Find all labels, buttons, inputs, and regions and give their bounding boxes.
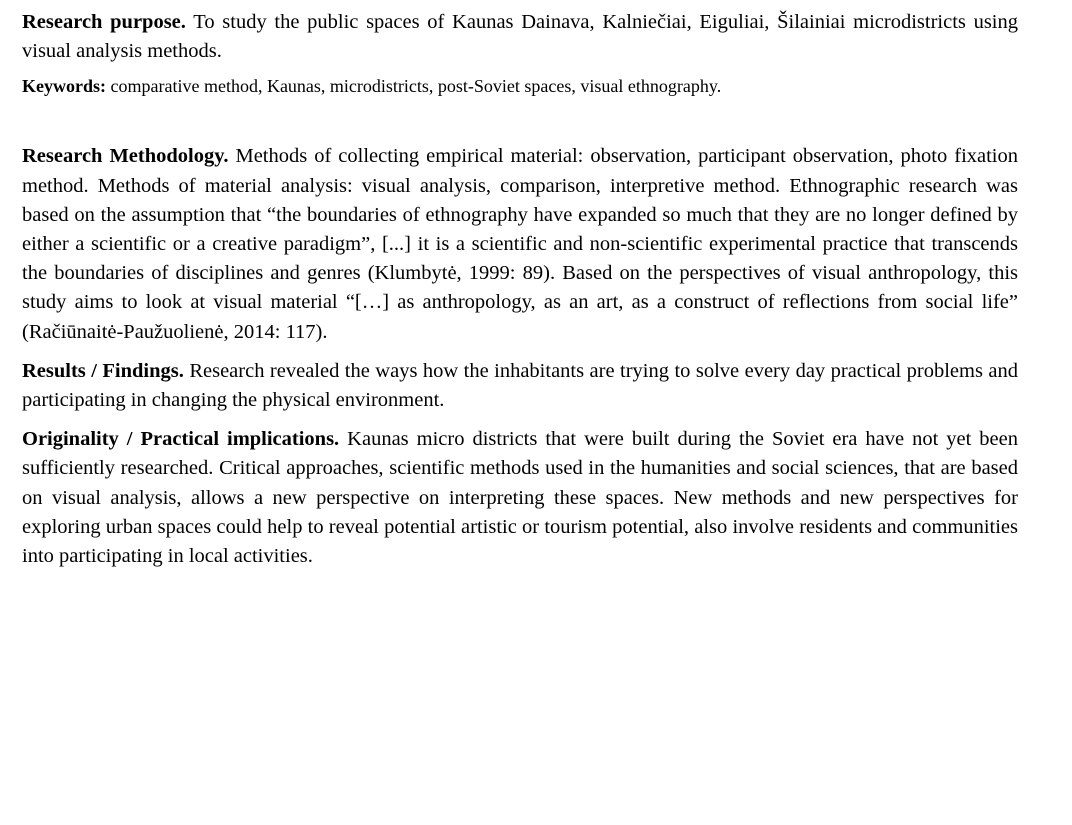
research-purpose-text: To study the public spaces of Kaunas Dainava, Kalniečiai, Eiguliai, Šilainiai microdistricts using visual analysis methods.: [22, 11, 1018, 63]
research-methodology-paragraph: [22, 142, 1018, 346]
research-methodology-heading: Research Methodology.: [22, 145, 229, 168]
research-methodology-text: Methods of collecting empirical material: observation, participant observation, photo fixation method. Methods of material analysis: visual analysis, comparison, interpretive method. Ethnographic research was based on the assumption that “the boundaries of ethnography have expanded so much that they are no longer defined by either a scientific or a creative paradigm”, [...] it is a scientific and non-scientific experimental practice that transcends the boundaries of disciplines and genres (Klumbytė, 1999: 89). Based on the perspectives of visual anthropology, this study aims to look at visual material “[…] as anthropology, as an art, as a construct of reflections from social life” (Račiūnaitė-Paužuolienė, 2014: 117).: [22, 145, 1019, 343]
originality-text: Kaunas micro districts that were built during the Soviet era have not yet been sufficiently researched. Critical approaches, scientific methods used in the humanities and social sciences, that are based on visual analysis, allows a new perspective on interpreting these spaces. New methods and new perspectives for exploring urban spaces could help to reveal potential artistic or tourism potential, also involve residents and communities into participating in local activities.: [22, 428, 1018, 568]
originality-heading: Originality / Practical implications.: [22, 428, 340, 451]
keywords-heading: Keywords:: [22, 76, 106, 97]
keywords-paragraph: [22, 74, 1018, 98]
originality-paragraph: [22, 425, 1018, 571]
abstract-page: [22, 8, 1018, 571]
research-purpose-paragraph: [22, 8, 1018, 66]
results-findings-text: Research revealed the ways how the inhabitants are trying to solve every day practical problems and participating in changing the physical environment.: [22, 359, 1019, 412]
results-findings-paragraph: [22, 357, 1018, 415]
research-purpose-heading: Research purpose.: [22, 11, 186, 33]
results-findings-heading: Results / Findings.: [22, 359, 184, 382]
keywords-text: comparative method, Kaunas, microdistricts, post-Soviet spaces, visual ethnography.: [106, 76, 722, 97]
